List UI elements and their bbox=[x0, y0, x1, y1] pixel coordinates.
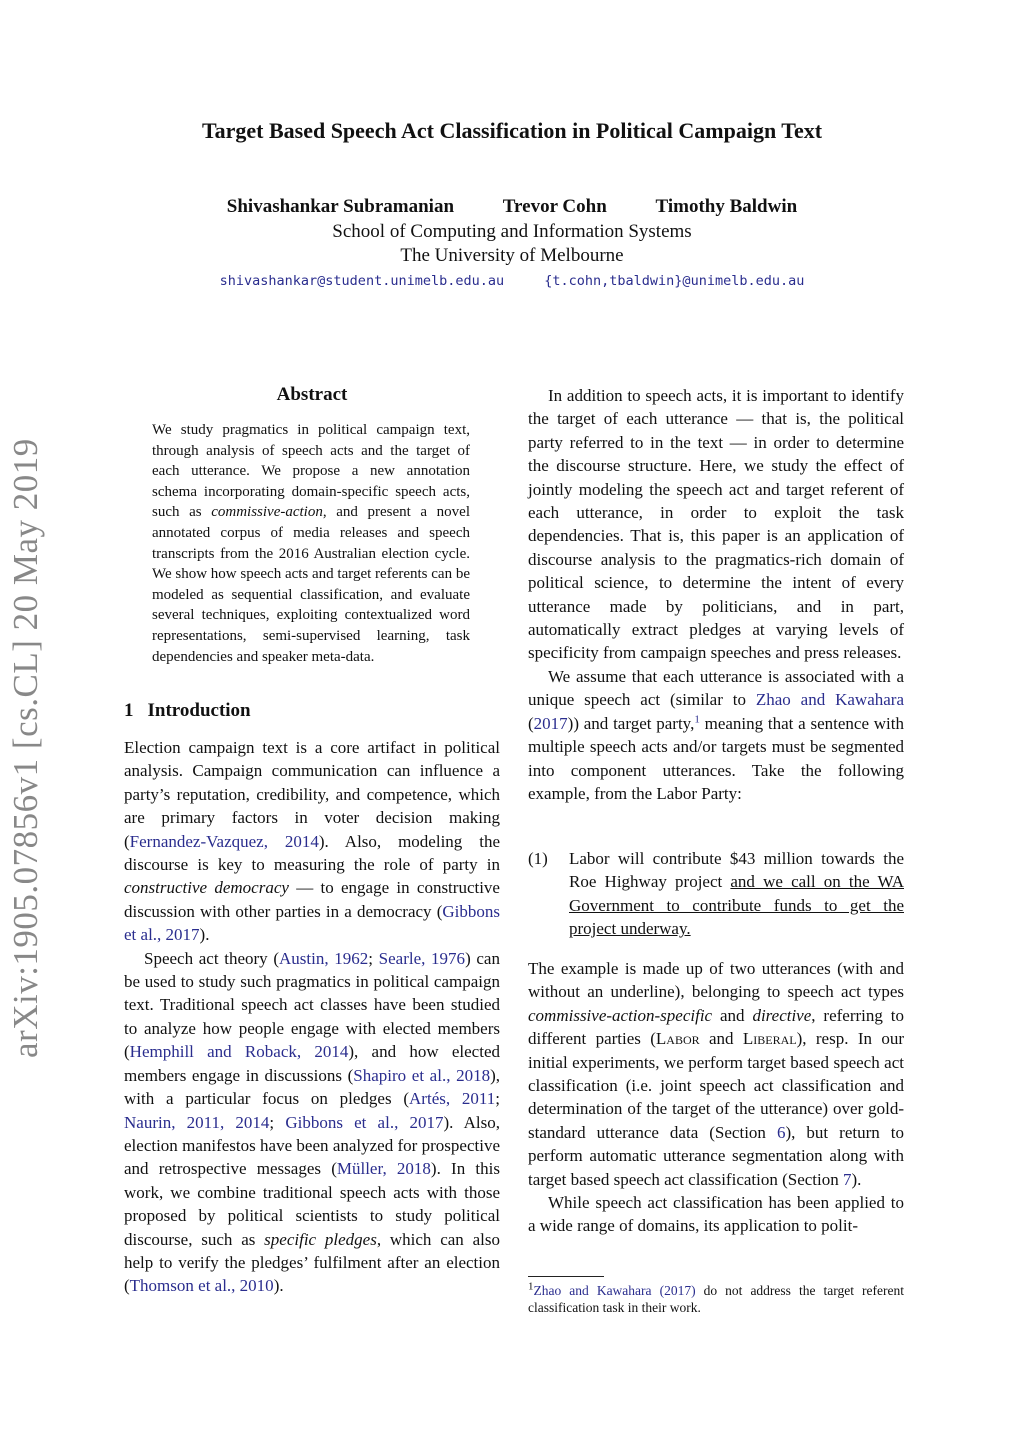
right-column-upper bbox=[528, 384, 904, 805]
abstract-heading: Abstract bbox=[276, 384, 348, 405]
paragraph: The example is made up of two utterances (with and without an underline), belonging to speech act types commissive-action-specific and directive, referring to different parties (Labor and Liberal), resp. In our initial experiments, we perform target based speech act classification (i.e. joint speech act classification and determination of the target of the utterance) over gold-standard utterance data (Section 6), but return to perform automatic utterance segmentation along with target based speech act classification (Section 7). bbox=[528, 959, 904, 1189]
footnote-marker[interactable]: 1 bbox=[694, 713, 700, 726]
email-link[interactable]: shivashankar@student.unimelb.edu.au bbox=[219, 273, 505, 289]
author-emails bbox=[0, 273, 1024, 289]
citation-link[interactable]: Searle, 1976 bbox=[378, 948, 466, 968]
section-ref-link[interactable]: 6 bbox=[776, 1122, 786, 1142]
paragraph: While speech act classification has been applied to a wide range of domains, its application to polit- bbox=[528, 1193, 904, 1236]
citation-link[interactable]: 2017 bbox=[533, 713, 568, 733]
example-label: (1) bbox=[528, 849, 548, 868]
paragraph: In addition to speech acts, it is important to identify the target of each utterance — that is, the political party referred to in the text — in order to determine the discourse structure. Here, we study the effect of jointly modeling the speech act and target referent of each utterance, in order to exploit the task dependencies. That is, this paper is an application of discourse analysis to the pragmatics-rich domain of political science, to determine the intent of every utterance made by politicians, and in part, automatically extract pledges at varying levels of specificity from campaign speeches and press releases. bbox=[528, 386, 904, 663]
citation-link[interactable]: Artés, 2011 bbox=[409, 1089, 496, 1109]
citation-link[interactable]: Shapiro et al., 2018 bbox=[353, 1065, 491, 1085]
underlined-utterance: and we call on the WA Government to contribute funds to get the project underway. bbox=[569, 872, 904, 939]
citation-link[interactable]: Müller, 2018 bbox=[336, 1159, 431, 1179]
citation-link[interactable]: Zhao and Kawahara bbox=[755, 690, 904, 710]
paper-title: Target Based Speech Act Classification in Political Campaign Text bbox=[201, 118, 823, 143]
paragraph: Speech act theory (Austin, 1962; Searle, 1976) can be used to study such pragmatics in political campaign text. Traditional speech act classes have been studied to analyze how people engage with elected members (Hemphill and Roback, 2014), and how elected members engage in discussions (Shapiro et al., 2018), with a particular focus on pledges (Artés, 2011; Naurin, 2011, 2014; Gibbons et al., 2017). Also, election manifestos have been analyzed for prospective and retrospective messages (Müller, 2018). In this work, we combine traditional speech acts with those proposed by political scientists to study political discourse, such as specific pledges, which can also help to verify the pledges’ fulfilment after an election (Thomson et al., 2010). bbox=[124, 948, 501, 1296]
right-column-lower bbox=[528, 957, 904, 1238]
section-heading-introduction: 1 Introduction bbox=[124, 700, 251, 721]
paragraph: Election campaign text is a core artifact in political analysis. Campaign communication can influence a party’s reputation, credibility, and competence, which are primary factors in voter decision making (Fernandez-Vazquez, 2014). Also, modeling the discourse is key to measuring the role of party in constructive democracy — to engage in constructive discussion with other parties in a democracy (Gibbons et al., 2017). bbox=[124, 738, 500, 945]
abstract-body: We study pragmatics in political campaign text, through analysis of speech acts and the target of each utterance. We propose a new annotation schema incorporating domain-specific speech acts, such as commissive-action, and present a novel annotated corpus of media releases and speech transcripts from the 2016 Australian election cycle. We show how speech acts and target referents can be modeled as sequential classification, and evaluate several techniques, exploiting contextualized word representations, semi-supervised learning, task dependencies and speaker meta-data. bbox=[152, 422, 470, 665]
citation-link[interactable]: Thomson et al., 2010 bbox=[129, 1276, 274, 1296]
affiliation-school: School of Computing and Information Systems bbox=[332, 221, 692, 242]
arxiv-identifier: arXiv:1905.07856v1 [cs.CL] 20 May 2019 bbox=[6, 438, 45, 1058]
citation-link[interactable]: Zhao and Kawahara (2017) bbox=[533, 1283, 696, 1298]
author-name: Trevor Cohn bbox=[502, 196, 607, 217]
author-list bbox=[0, 196, 1024, 218]
introduction-body bbox=[124, 736, 500, 1298]
footnote: $^1$Zhao and Kawahara (2017) do not address the target referent classification task in their work. bbox=[528, 1280, 904, 1315]
citation-link[interactable]: Austin, 1962 bbox=[279, 948, 369, 968]
footnote-divider bbox=[528, 1276, 604, 1277]
citation-link[interactable]: Naurin, 2011, 2014 bbox=[124, 1112, 270, 1132]
section-ref-link[interactable]: 7 bbox=[843, 1169, 852, 1189]
email-link[interactable]: {t.cohn,tbaldwin}@unimelb.edu.au bbox=[544, 273, 805, 289]
citation-link[interactable]: Fernandez-Vazquez, 2014 bbox=[129, 831, 319, 851]
paragraph: We assume that each utterance is associated with a unique speech act (similar to Zhao and Kawahara (2017)) and target party,$^1$ meaning that a sentence with multiple speech acts and/or targets must be segmented into component utterances. Take the following example, from the Labor Party: bbox=[528, 666, 904, 803]
author-name: Timothy Baldwin bbox=[655, 196, 798, 217]
affiliation-university: The University of Melbourne bbox=[400, 245, 624, 266]
author-name: Shivashankar Subramanian bbox=[226, 196, 455, 217]
citation-link[interactable]: Gibbons et al., 2017 bbox=[124, 901, 500, 945]
citation-link[interactable]: Hemphill and Roback, 2014 bbox=[129, 1042, 349, 1062]
example-text: Labor will contribute $43 million towards the Roe Highway project and we call on the WA Government to contribute funds to get the project underway. bbox=[569, 849, 904, 939]
citation-link[interactable]: Gibbons et al., 2017 bbox=[285, 1112, 444, 1132]
